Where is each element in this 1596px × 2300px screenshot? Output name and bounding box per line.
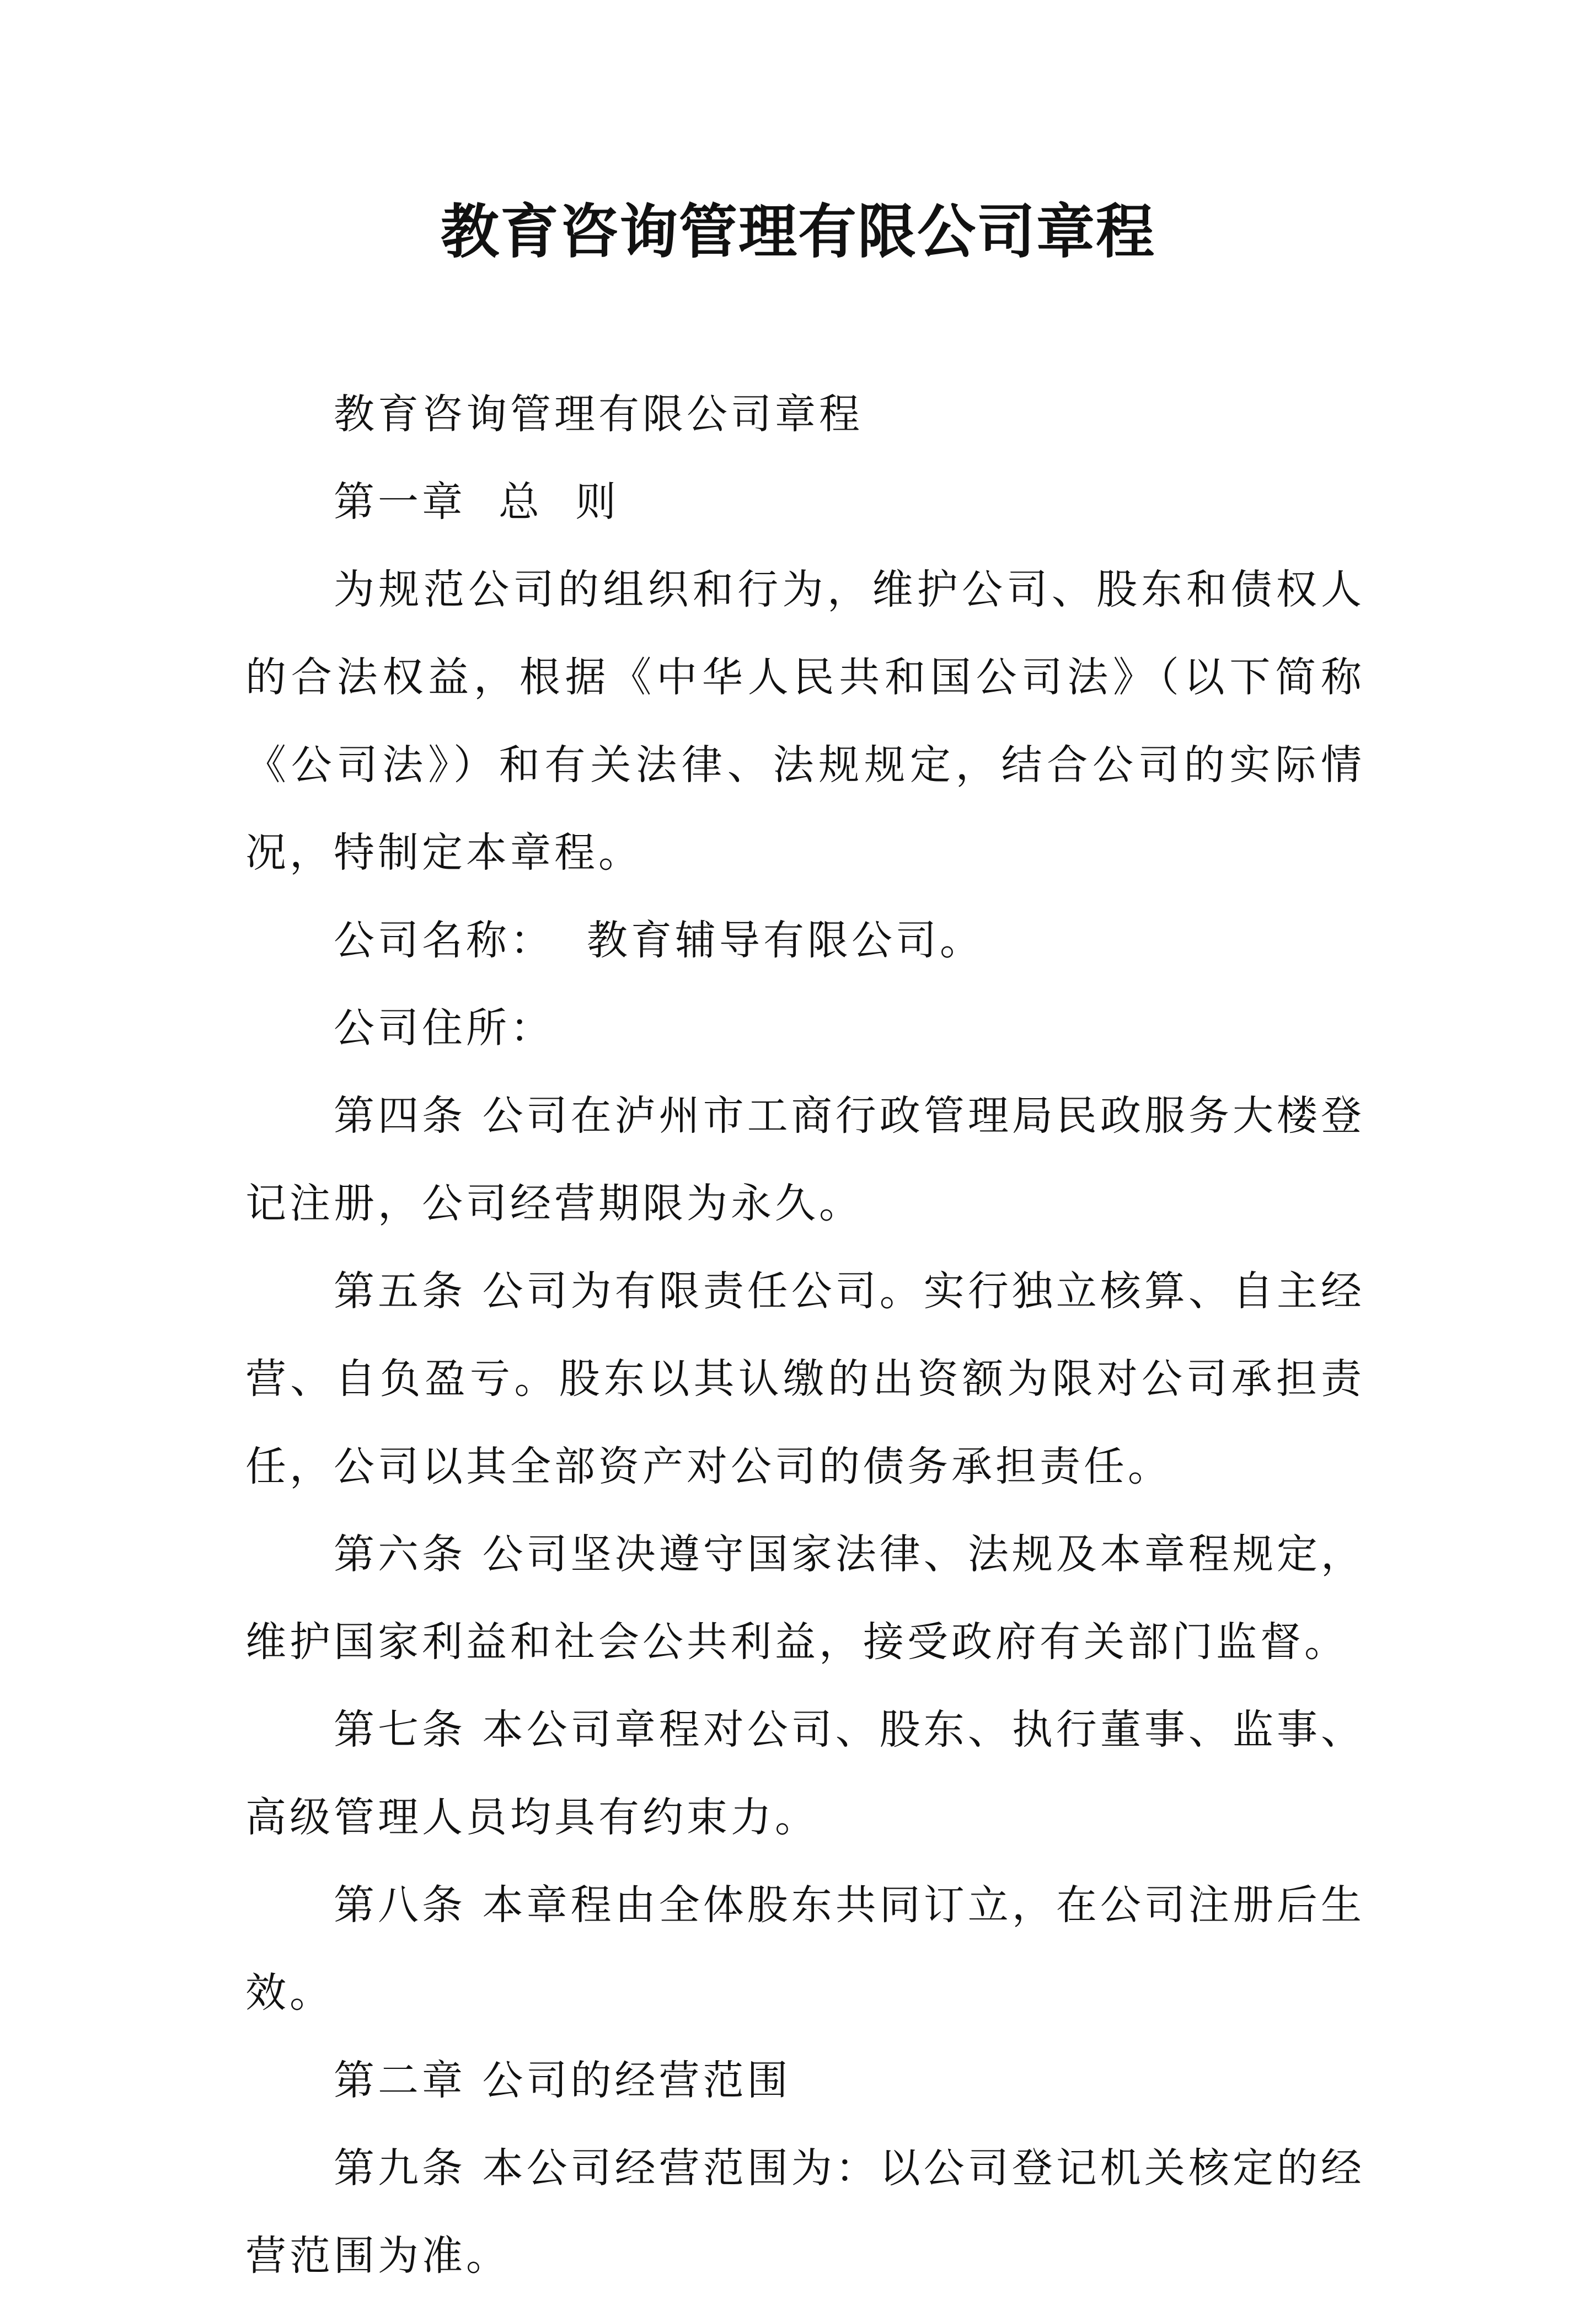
paragraph-purpose: 为规范公司的组织和行为，维护公司、股东和债权人的合法权益，根据《中华人民共和国公司法》（以下简称《公司法》）和有关法律、法规规定，结合公司的实际情况，特制定本章程。	[245, 566, 1365, 876]
article-6: 第六条 公司坚决遵守国家法律、法规及本章程规定，维护国家利益和社会公共利益，接受政府有关部门监督。	[245, 1531, 1365, 1666]
article-7: 第七条 本公司章程对公司、股东、执行董事、监事、高级管理人员均具有约束力。	[245, 1706, 1365, 1841]
paragraph-heading: 教育咨询管理有限公司章程	[334, 391, 863, 438]
article-9: 第九条 本公司经营范围为：以公司登记机关核定的经营范围为准。	[245, 2144, 1365, 2280]
article-4: 第四条 公司在泸州市工商行政管理局民政服务大楼登记注册，公司经营期限为永久。	[245, 1092, 1365, 1227]
paragraph-company-address: 公司住所：	[334, 1004, 554, 1052]
chapter-1-heading: 第一章 总 则	[334, 478, 620, 526]
article-8: 第八条 本章程由全体股东共同订立，在公司注册后生效。	[245, 1881, 1365, 2016]
article-5: 第五条 公司为有限责任公司。实行独立核算、自主经营、自负盈亏。股东以其认缴的出资额为限对公司承担责任，公司以其全部资产对公司的债务承担责任。	[245, 1267, 1365, 1490]
paragraph-company-name: 公司名称： 教育辅导有限公司。	[334, 917, 984, 964]
document-body	[245, 371, 1365, 2300]
chapter-2-heading: 第二章 公司的经营范围	[334, 2057, 791, 2104]
document-title: 教育咨询管理有限公司章程	[441, 197, 1155, 266]
